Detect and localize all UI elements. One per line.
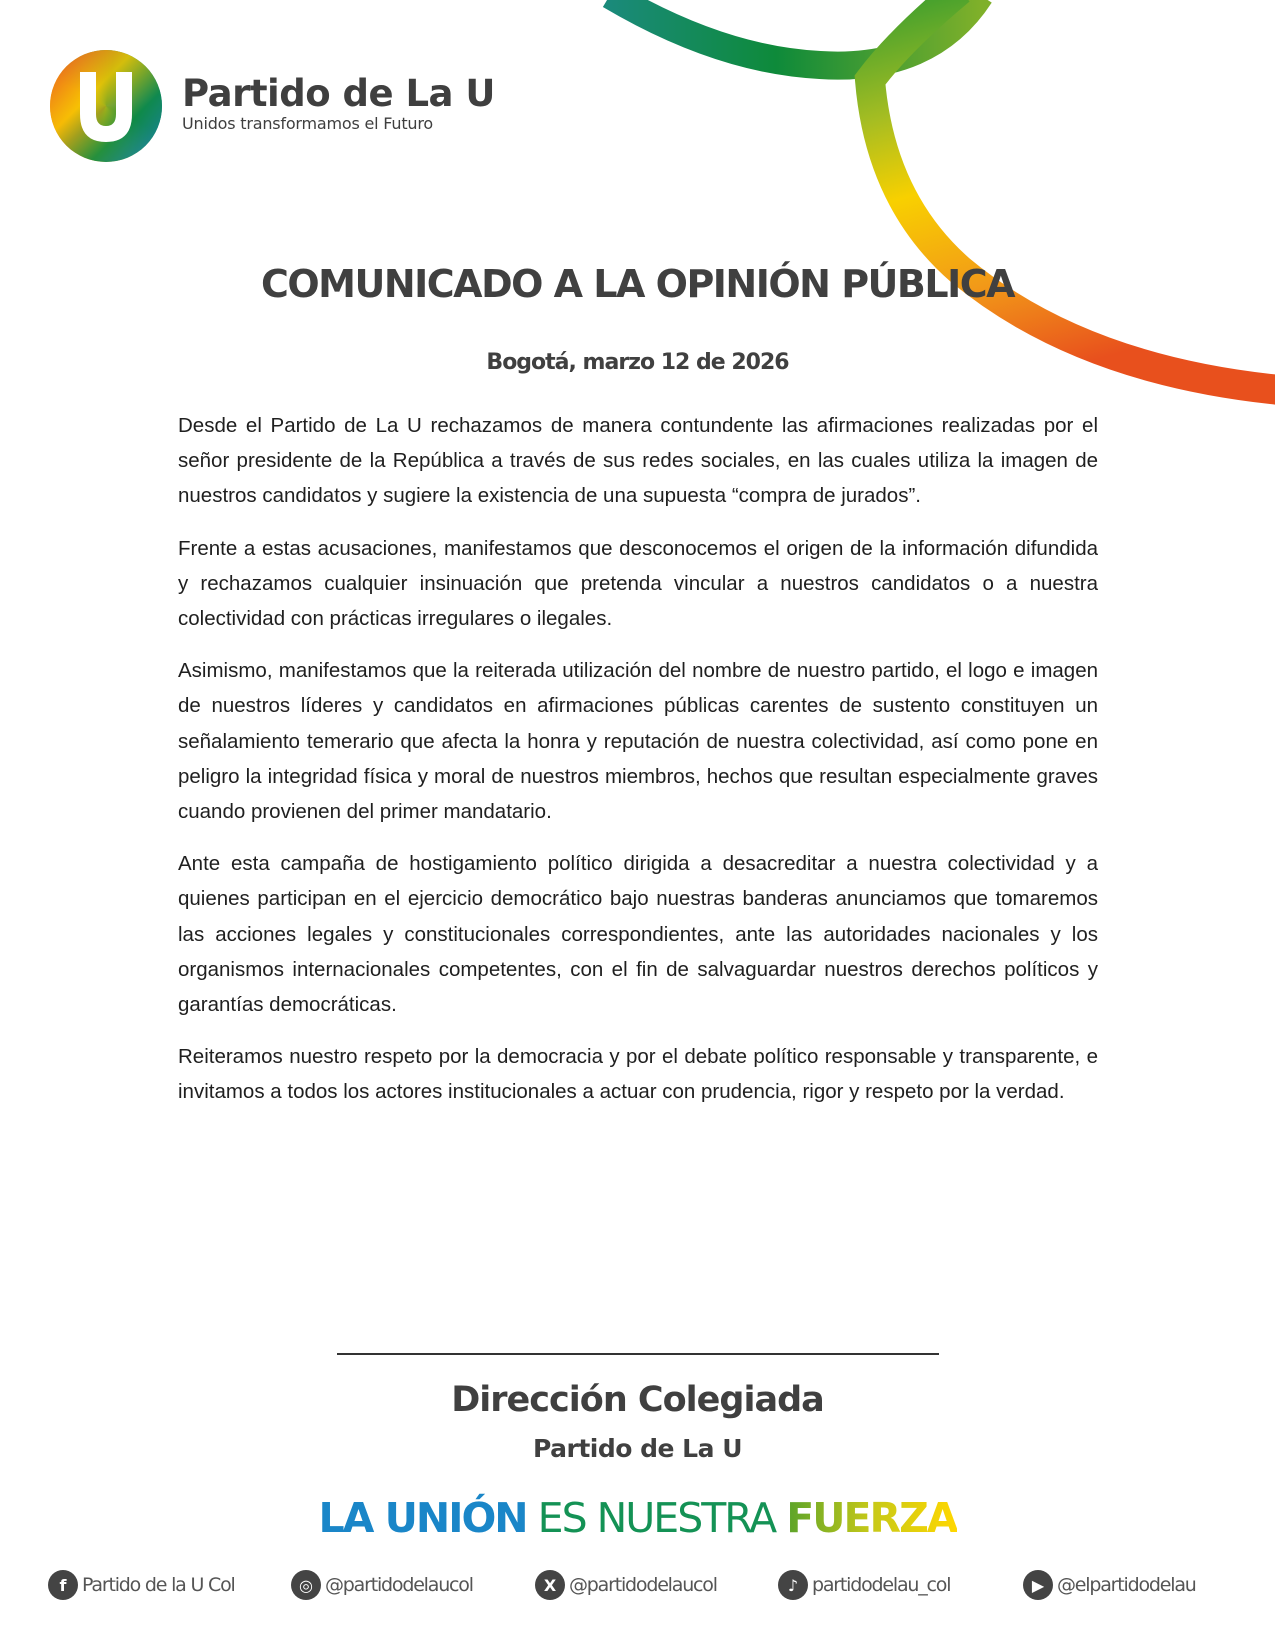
- u-letter-icon: [76, 72, 136, 142]
- signature-name: Dirección Colegiada: [451, 1380, 824, 1420]
- social-x[interactable]: [535, 1568, 717, 1602]
- facebook-icon: f: [48, 1570, 78, 1600]
- youtube-icon: ▶: [1023, 1570, 1053, 1600]
- paragraph: Desde el Partido de La U rechazamos de manera contundente las afirmaciones realizadas por el señor presidente de la República a través de sus redes sociales, en las cuales utiliza la imagen de nuestros candidatos y sugiere la existencia de una supuesta “compra de jurados”.: [178, 414, 1098, 508]
- logo-emblem: [50, 50, 162, 162]
- document-body: [178, 408, 1098, 1127]
- social-label: @elpartidodelau: [1057, 1574, 1196, 1596]
- x-icon: X: [535, 1570, 565, 1600]
- social-tiktok[interactable]: [778, 1568, 950, 1602]
- social-label: @partidodelaucol: [325, 1574, 473, 1596]
- tiktok-icon: ♪: [778, 1570, 808, 1600]
- social-label: @partidodelaucol: [569, 1574, 717, 1596]
- social-label: Partido de la U Col: [82, 1574, 235, 1596]
- party-logo: [50, 50, 495, 162]
- slogan-part-2: ES NUESTRA: [526, 1494, 787, 1542]
- paragraph: Asimismo, manifestamos que la reiterada utilización del nombre de nuestro partido, el logo e imagen de nuestros líderes y candidatos en afirmaciones públicas carentes de sustento constituyen un señalamiento temerario que afecta la honra y reputación de nuestra colectividad, así como pone en peligro la integridad física y moral de nuestros miembros, hechos que resultan especialmente graves cuando provienen del primer mandatario.: [178, 659, 1098, 824]
- social-bar: [48, 1568, 1248, 1602]
- slogan-part-3: FUERZA: [786, 1494, 957, 1542]
- slogan: [0, 1495, 1275, 1541]
- document-date: Bogotá, marzo 12 de 2026: [486, 350, 789, 375]
- paragraph: Ante esta campaña de hostigamiento político dirigida a desacreditar a nuestra colectividad y a quienes participan en el ejercicio democrático bajo nuestras banderas anunciamos que tomaremos las acciones legales y constitucionales correspondientes, ante las autoridades nacionales y los organismos internacionales competentes, con el fin de salvaguardar nuestros derechos políticos y garantías democráticas.: [178, 852, 1098, 1017]
- document-title: COMUNICADO A LA OPINIÓN PÚBLICA: [260, 262, 1015, 306]
- org-tagline: Unidos transformamos el Futuro: [182, 114, 433, 133]
- slogan-part-1: LA UNIÓN: [318, 1494, 527, 1542]
- social-youtube[interactable]: [1023, 1568, 1196, 1602]
- paragraph: Frente a estas acusaciones, manifestamos que desconocemos el origen de la información difundida y rechazamos cualquier insinuación que pretenda vincular a nuestros candidatos o a nuestra colectividad con prácticas irregulares o ilegales.: [178, 536, 1098, 631]
- social-facebook[interactable]: [48, 1568, 235, 1602]
- signature-organization: Partido de La U: [532, 1434, 742, 1463]
- paragraph: Reiteramos nuestro respeto por la democracia y por el debate político responsable y transparente, e invitamos a todos los actores institucionales a actuar con prudencia, rigor y respeto por la verdad.: [178, 1045, 1098, 1104]
- social-label: partidodelau_col: [812, 1574, 951, 1596]
- signature-line: [337, 1353, 939, 1355]
- social-instagram[interactable]: [291, 1568, 473, 1602]
- instagram-icon: ◎: [291, 1570, 321, 1600]
- org-name: Partido de La U: [182, 72, 495, 115]
